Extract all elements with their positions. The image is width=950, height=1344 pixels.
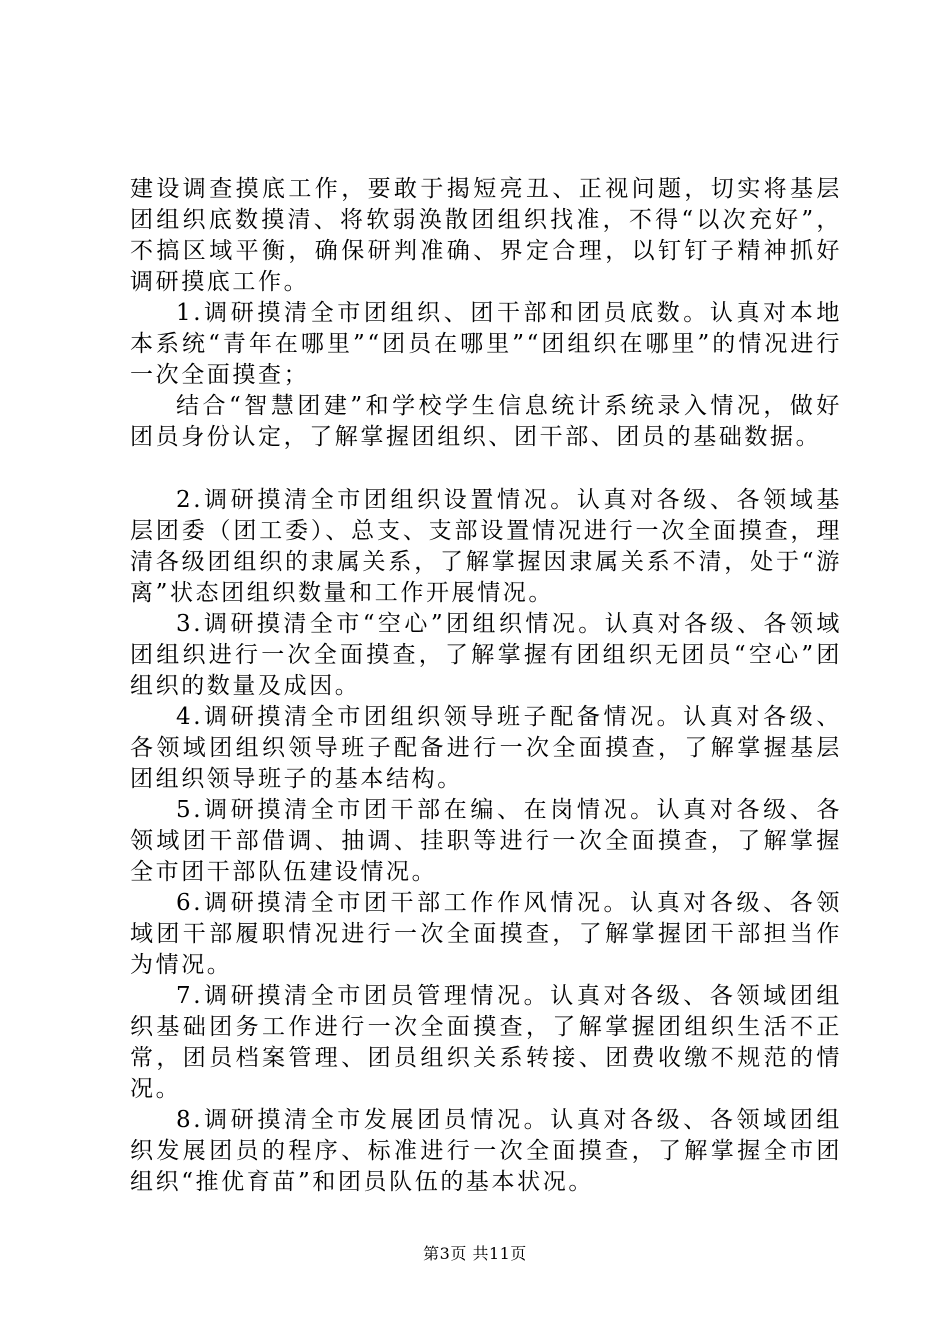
paragraph-intro-continuation: 建设调查摸底工作，要敢于揭短亮丑、正视问题，切实将基层团组织底数摸清、将软弱涣散团组织找准，不得“以次充好”，不搞区域平衡，确保研判准确、界定合理，以钉钉子精神抓好调研摸底工作。 — [130, 176, 842, 295]
paragraph-item-5: 5.调研摸清全市团干部在编、在岗情况。认真对各级、各领域团干部借调、抽调、挂职等进行一次全面摸查，了解掌握全市团干部队伍建设情况。 — [130, 797, 842, 885]
paragraph-item-1: 1.调研摸清全市团组织、团干部和团员底数。认真对本地本系统“青年在哪里”“团员在哪里”“团组织在哪里”的情况进行一次全面摸查； — [130, 300, 842, 388]
paragraph-item-8: 8.调研摸清全市发展团员情况。认真对各级、各领域团组织发展团员的程序、标准进行一次全面摸查，了解掌握全市团组织“推优育苗”和团员队伍的基本状况。 — [130, 1107, 842, 1195]
paragraph-item-7: 7.调研摸清全市团员管理情况。认真对各级、各领域团组织基础团务工作进行一次全面摸查，了解掌握团组织生活不正常，团员档案管理、团员组织关系转接、团费收缴不规范的情况。 — [130, 983, 842, 1102]
page-number-footer: 第3页 共11页 — [423, 1244, 527, 1263]
paragraph-item-1-continued: 结合“智慧团建”和学校学生信息统计系统录入情况，做好团员身份认定，了解掌握团组织、团干部、团员的基础数据。 — [130, 393, 842, 450]
paragraph-item-4: 4.调研摸清全市团组织领导班子配备情况。认真对各级、各领域团组织领导班子配备进行一次全面摸查，了解掌握基层团组织领导班子的基本结构。 — [130, 704, 842, 792]
paragraph-spacer — [130, 453, 842, 485]
paragraph-item-3: 3.调研摸清全市“空心”团组织情况。认真对各级、各领域团组织进行一次全面摸查，了解掌握有团组织无团员“空心”团组织的数量及成因。 — [130, 611, 842, 699]
paragraph-item-2: 2.调研摸清全市团组织设置情况。认真对各级、各领域基层团委（团工委）、总支、支部设置情况进行一次全面摸查，理清各级团组织的隶属关系，了解掌握因隶属关系不清，处于“游离”状态团组织数量和工作开展情况。 — [130, 487, 842, 606]
paragraph-item-6: 6.调研摸清全市团干部工作作风情况。认真对各级、各领域团干部履职情况进行一次全面摸查，了解掌握团干部担当作为情况。 — [130, 890, 842, 978]
document-body — [130, 174, 842, 1198]
